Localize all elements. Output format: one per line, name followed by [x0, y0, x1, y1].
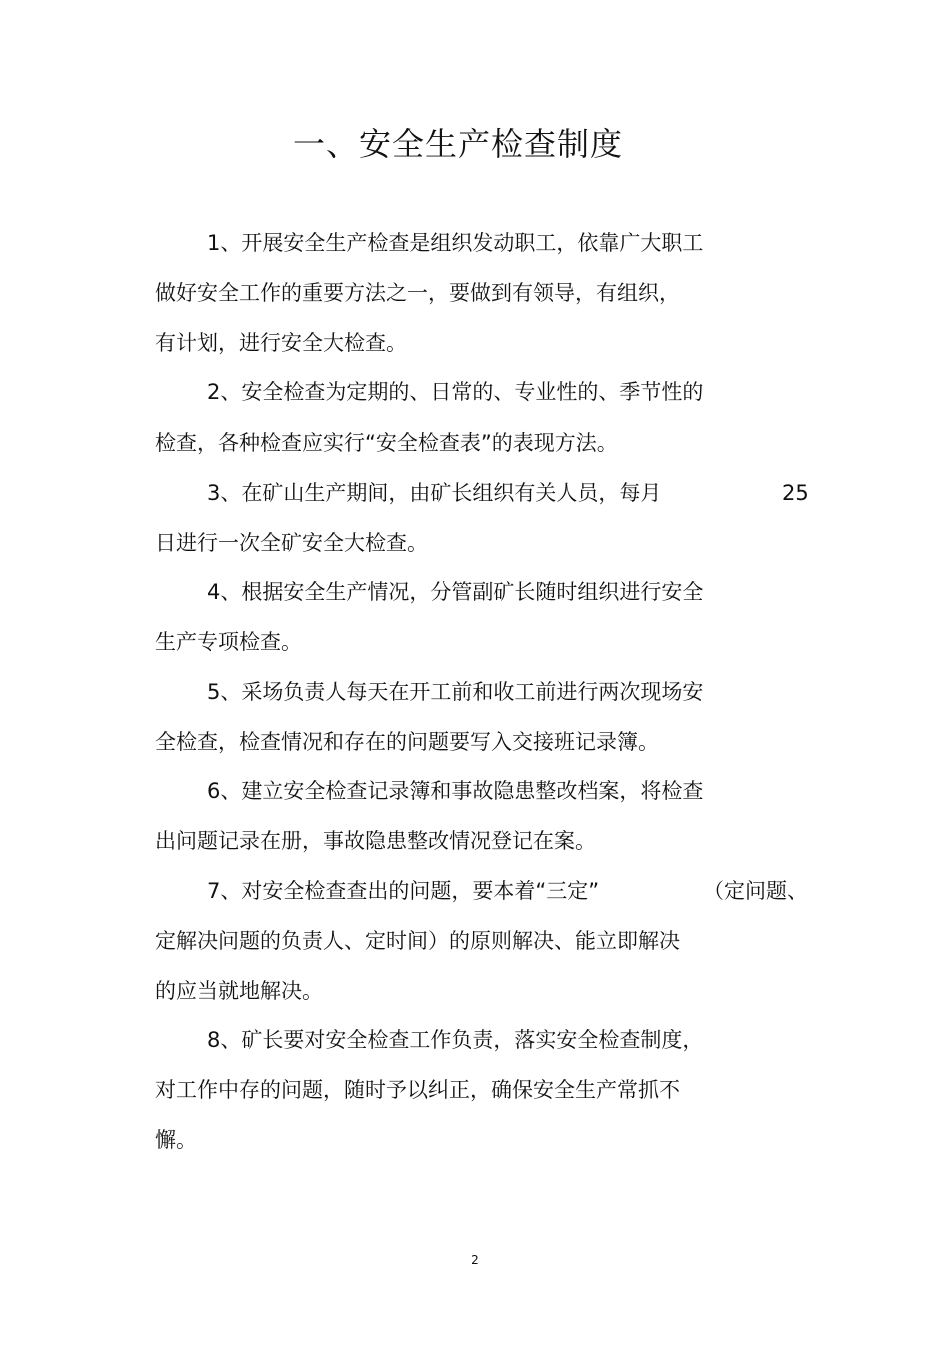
document-title: 一、安全生产检查制度	[292, 125, 623, 163]
item-7-aside: （定问题、	[703, 879, 808, 903]
item-7-line-2: 定解决问题的负责人、定时间）的原则解决、能立即解决	[155, 929, 680, 953]
item-6-line-2: 出问题记录在册，事故隐患整改情况登记在案。	[155, 829, 596, 853]
item-3-line-1: 3、在矿山生产期间，由矿长组织有关人员，每月	[207, 481, 662, 505]
item-8-line-2: 对工作中存的问题，随时予以纠正，确保安全生产常抓不	[155, 1078, 680, 1102]
item-7-line-1: 7、对安全检查查出的问题，要本着“三定”	[207, 879, 600, 903]
item-2-line-1: 2、安全检查为定期的、日常的、专业性的、季节性的	[207, 380, 704, 404]
item-8-line-3: 懈。	[155, 1128, 197, 1152]
item-7-line-3: 的应当就地解决。	[155, 979, 323, 1003]
item-5-line-2: 全检查，检查情况和存在的问题要写入交接班记录簿。	[155, 730, 659, 754]
item-1-line-2: 做好安全工作的重要方法之一，要做到有领导，有组织，	[155, 281, 680, 305]
item-1-line-1: 1、开展安全生产检查是组织发动职工，依靠广大职工	[207, 231, 704, 255]
item-5-line-1: 5、采场负责人每天在开工前和收工前进行两次现场安	[207, 680, 704, 704]
item-4-line-1: 4、根据安全生产情况，分管副矿长随时组织进行安全	[207, 580, 704, 604]
page-number: 2	[471, 1253, 479, 1267]
item-1-line-3: 有计划，进行安全大检查。	[155, 331, 407, 355]
item-3-day-number: 25	[782, 481, 809, 505]
item-3-line-2: 日进行一次全矿安全大检查。	[155, 531, 428, 555]
item-4-line-2: 生产专项检查。	[155, 630, 302, 654]
item-6-line-1: 6、建立安全检查记录簿和事故隐患整改档案，将检查	[207, 779, 704, 803]
item-2-line-2: 检查，各种检查应实行“安全检查表”的表现方法。	[155, 431, 618, 455]
item-8-line-1: 8、矿长要对安全检查工作负责，落实安全检查制度，	[207, 1028, 704, 1052]
